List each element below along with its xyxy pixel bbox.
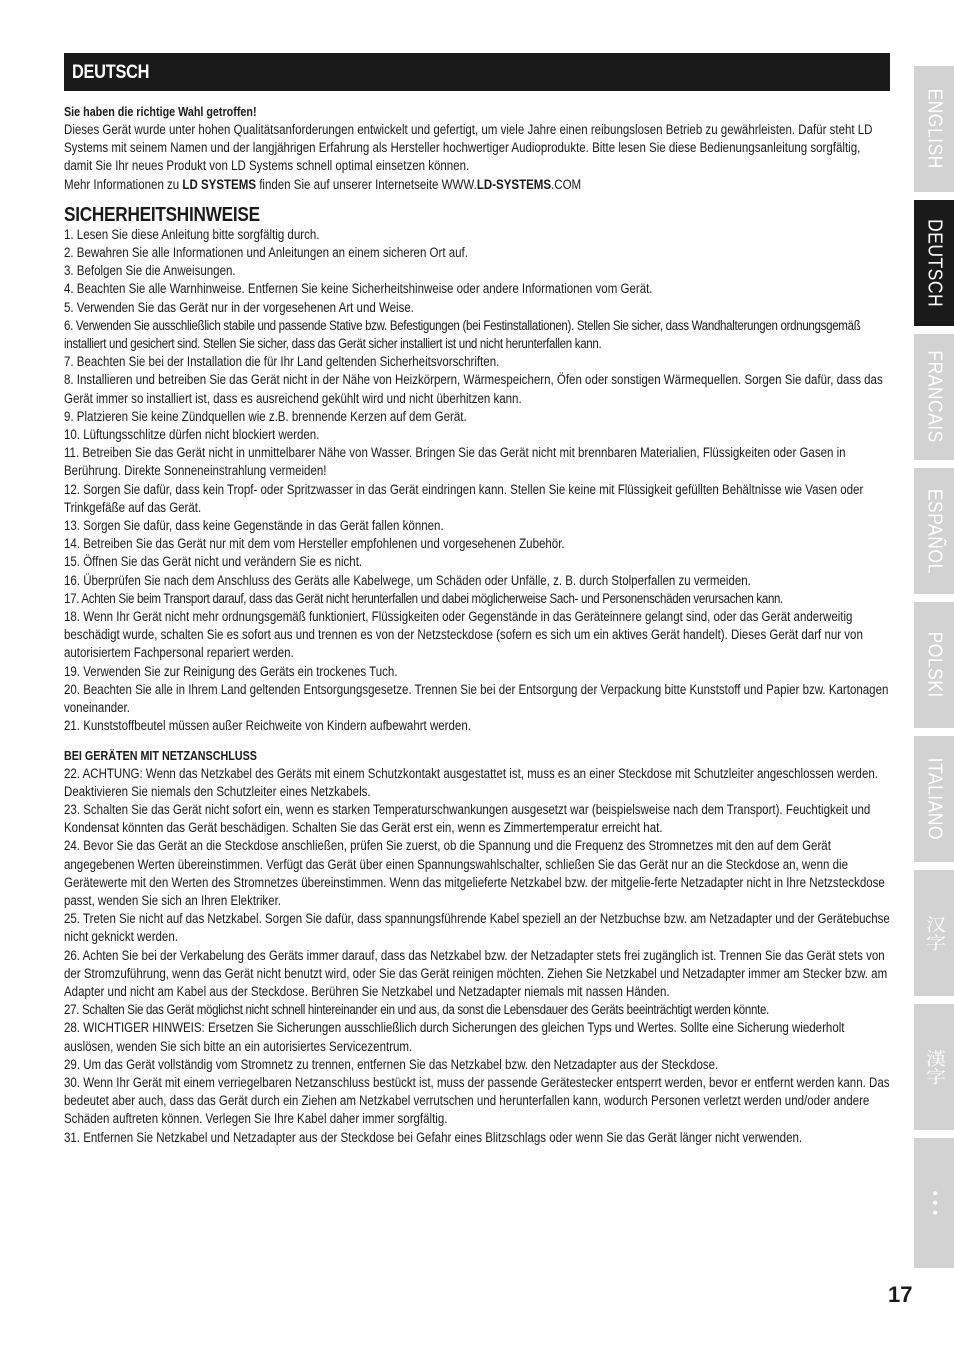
tab-english[interactable] bbox=[914, 66, 954, 192]
safety-item: 21. Kunststoffbeutel müssen außer Reichweite von Kindern aufbewahrt werden. bbox=[64, 718, 471, 734]
tab-label: POLSKI bbox=[923, 631, 946, 699]
mains-item: 31. Entfernen Sie Netzkabel und Netzadapter aus der Steckdose bei Gefahr eines Blitzschlags oder wenn Sie das Gerät länger nicht verwenden. bbox=[64, 1129, 803, 1145]
brand-name: LD SYSTEMS bbox=[182, 176, 257, 192]
safety-item: 11. Betreiben Sie das Gerät nicht in unmittelbarer Nähe von Wasser. Bringen Sie das Gerät nicht mit brennbaren Materialien, Flüssigkeiten oder Gasen in Berührung. Direkte Sonneneinstrahlung vermeiden! bbox=[64, 445, 846, 479]
intro-heading: Sie haben die richtige Wahl getroffen! bbox=[64, 105, 257, 119]
safety-item: 8. Installieren und betreiben Sie das Gerät nicht in der Nähe von Heizkörpern, Wärmespeichern, Öfen oder sonstigen Wärmequellen. Sorgen Sie dafür, dass das Gerät immer so installiert ist, dass es ausreichend gekühlt wird und nicht überhitzen kann. bbox=[64, 372, 883, 406]
tab-label: 汉字 bbox=[922, 914, 945, 952]
safety-item: 13. Sorgen Sie dafür, dass keine Gegenstände in das Gerät fallen können. bbox=[64, 518, 444, 534]
mains-item: 27. Schalten Sie das Gerät möglichst nicht schnell hintereinander ein und aus, da sonst die Lebensdauer des Geräts beeinträchtigt werden könnte. bbox=[64, 1002, 770, 1018]
safety-item: 15. Öffnen Sie das Gerät nicht und verändern Sie es nicht. bbox=[64, 554, 363, 570]
tab-francais[interactable] bbox=[914, 334, 954, 460]
website-suffix: .COM bbox=[551, 176, 582, 192]
tab-label: ESPAÑOL bbox=[923, 488, 946, 574]
tab-chinese-simplified[interactable] bbox=[914, 870, 954, 996]
tab-label: ENGLISH bbox=[923, 88, 946, 170]
safety-item: 3. Befolgen Sie die Anweisungen. bbox=[64, 263, 236, 279]
main-content bbox=[64, 104, 890, 1147]
safety-item: 1. Lesen Sie diese Anleitung bitte sorgfältig durch. bbox=[64, 226, 320, 242]
mains-item: 23. Schalten Sie das Gerät nicht sofort ein, wenn es starken Temperaturschwankungen ausgesetzt war (beispielsweise nach dem Transport). Feuchtigkeit und Kondensat könnten das Gerät beschädigen. Schalten Sie das Gerät erst ein, wenn es Zimmertemperatur erreicht hat. bbox=[64, 801, 871, 836]
safety-item: 6. Verwenden Sie ausschließlich stabile und passende Stative bzw. Befestigungen (bei Festinstallationen). Stellen Sie sicher, dass Wandhalterungen ordnungsgemäß installiert und gesichert sind. Stellen Sie sicher, dass das Gerät sicher installiert ist und nicht herunterfallen kann. bbox=[64, 317, 861, 352]
safety-item: 19. Verwenden Sie zur Reinigung des Geräts ein trockenes Tuch. bbox=[64, 663, 398, 679]
safety-item: 16. Überprüfen Sie nach dem Anschluss des Geräts alle Kabelwege, um Schäden oder Unfälle, z. B. durch Stolperfallen zu vermeiden. bbox=[64, 572, 751, 588]
tab-polski[interactable] bbox=[914, 602, 954, 728]
page-number: 17 bbox=[888, 1282, 913, 1307]
tab-label: DEUTSCH bbox=[923, 218, 946, 308]
mains-item: 26. Achten Sie bei der Verkabelung des Geräts immer darauf, dass das Netzkabel bzw. der Netzadapter stets frei zugänglich ist. Trennen Sie das Gerät stets von der Stromzuführung, wenn das Gerät nicht benutzt wird, oder Sie das Gerät reinigen möchten. Ziehen Sie Netzkabel und Netzadapter immer am Stecker bzw. am Adapter und nicht am Kabel aus der Steckdose. Berühren Sie Netzkabel und Netzadapter niemals mit nassen Händen. bbox=[64, 947, 888, 999]
tab-chinese-traditional[interactable] bbox=[914, 1004, 954, 1130]
tab-deutsch[interactable] bbox=[914, 200, 954, 326]
mains-item: 28. WICHTIGER HINWEIS: Ersetzen Sie Sicherungen ausschließlich durch Sicherungen des gleichen Typs und Wertes. Sollte eine Sicherung wiederholt auslösen, wenden Sie sich bitte an ein autorisiertes Servicezentrum. bbox=[64, 1020, 845, 1054]
safety-item: 17. Achten Sie beim Transport darauf, dass das Gerät nicht herunterfallen und dabei möglicherweise Sach- und Personenschäden verursachen kann. bbox=[64, 590, 784, 606]
tab-label: FRANCAIS bbox=[923, 350, 946, 444]
tab-more[interactable] bbox=[914, 1138, 954, 1268]
safety-item: 2. Bewahren Sie alle Informationen und Anleitungen an einem sicheren Ort auf. bbox=[64, 245, 468, 261]
mains-item: 25. Treten Sie nicht auf das Netzkabel. Sorgen Sie dafür, dass spannungsführende Kabel speziell an der Netzbuchse bzw. am Netzadapter und der Gerätebuchse nicht geknickt werden. bbox=[64, 911, 890, 945]
mains-heading: BEI GERÄTEN MIT NETZANSCHLUSS bbox=[64, 748, 257, 763]
tab-label: 漢字 bbox=[922, 1048, 945, 1086]
website-brand: LD-SYSTEMS bbox=[476, 176, 552, 192]
safety-list bbox=[64, 226, 890, 736]
safety-item: 9. Platzieren Sie keine Zündquellen wie z.B. brennende Kerzen auf dem Gerät. bbox=[64, 408, 467, 424]
safety-item: 14. Betreiben Sie das Gerät nur mit dem vom Hersteller empfohlenen und vorgesehenen Zubehör. bbox=[64, 536, 565, 552]
safety-item: 4. Beachten Sie alle Warnhinweise. Entfernen Sie keine Sicherheitshinweise oder andere Informationen vom Gerät. bbox=[64, 281, 653, 297]
section-header-bar bbox=[64, 53, 890, 91]
safety-item: 10. Lüftungsschlitze dürfen nicht blockiert werden. bbox=[64, 427, 320, 443]
mains-item: 24. Bevor Sie das Gerät an die Steckdose anschließen, prüfen Sie zuerst, ob die Spannung und die Frequenz des Stromnetzes mit den auf dem Gerät angegebenen Werten übereinstimmen. Verfügt das Gerät über einen Spannungswahlschalter, schließen Sie das Gerät nur an die Steckdose an, wenn die Gerätewerte mit den Werten des Stromnetzes übereinstimmen. Wenn das mitgelieferte Netzkabel bzw. der mitgelie-ferte Netzadapter nicht in Ihre Netzsteckdose passt, wenden Sie sich an Ihren Elektriker. bbox=[64, 838, 885, 908]
safety-item: 5. Verwenden Sie das Gerät nur in der vorgesehenen Art und Weise. bbox=[64, 299, 414, 315]
section-header-title: DEUTSCH bbox=[72, 62, 150, 83]
mains-item: 29. Um das Gerät vollständig vom Stromnetz zu trennen, entfernen Sie das Netzkabel bzw. den Netzadapter aus der Steckdose. bbox=[64, 1056, 719, 1072]
mains-list bbox=[64, 765, 890, 1147]
safety-item: 20. Beachten Sie alle in Ihrem Land geltenden Entsorgungsgesetze. Trennen Sie bei der Entsorgung der Verpackung bitte Kunststoff und Papier bzw. Kartonagen voneinander. bbox=[64, 681, 889, 716]
tab-espanol[interactable] bbox=[914, 468, 954, 594]
tab-italiano[interactable] bbox=[914, 736, 954, 862]
more-info-prefix: Mehr Informationen zu bbox=[64, 176, 183, 192]
safety-title: SICHERHEITSHINWEISE bbox=[64, 203, 260, 226]
mains-item: 22. ACHTUNG: Wenn das Netzkabel des Geräts mit einem Schutzkontakt ausgestattet ist, muss es an einer Steckdose mit Schutzleiter angeschlossen werden. Deaktivieren Sie niemals den Schutzleiter eines Netzkabels. bbox=[64, 765, 878, 799]
safety-item: 12. Sorgen Sie dafür, dass kein Tropf- oder Spritzwasser in das Gerät eindringen kann. Stellen Sie keine mit Flüssigkeit gefüllten Behältnisse wie Vasen oder Trinkgefäße auf das Gerät. bbox=[64, 481, 864, 515]
tab-label: ITALIANO bbox=[923, 757, 946, 841]
safety-item: 18. Wenn Ihr Gerät nicht mehr ordnungsgemäß funktioniert, Flüssigkeiten oder Gegenstände in das Geräteinnere gelangt sind, oder das Gerät anderweitig beschädigt wurde, schalten Sie es sofort aus und trennen es von der Netzsteckdose (sofern es sich um ein aktives Gerät handelt). Dieses Gerät darf nur von autorisiertem Fachpersonal repariert werden. bbox=[64, 609, 863, 661]
intro-more-info bbox=[64, 176, 890, 194]
more-dots-icon: • • • bbox=[926, 1190, 943, 1216]
more-info-middle: finden Sie auf unserer Internetseite WWW. bbox=[256, 176, 477, 192]
intro-paragraph: Dieses Gerät wurde unter hohen Qualitätsanforderungen entwickelt und gefertigt, um viele Jahre einen reibungslosen Betrieb zu gewährleisten. Dafür steht LD Systems mit seinem Namen und der langjährigen Erfahrung als Hersteller hochwertiger Audioprodukte. Bitte lesen Sie diese Bedienungsanleitung sorgfältig, damit Sie Ihr neues Produkt von LD Systems schnell optimal einsetzen können. bbox=[64, 122, 873, 174]
safety-item: 7. Beachten Sie bei der Installation die für Ihr Land geltenden Sicherheitsvorschriften. bbox=[64, 354, 500, 370]
mains-item: 30. Wenn Ihr Gerät mit einem verriegelbaren Netzanschluss bestückt ist, muss der passende Gerätestecker entsperrt werden, bevor er entfernt werden kann. Das bedeutet aber auch, dass das Gerät durch ein Ziehen am Netzkabel verrutschen und herunterfallen kann, wodurch Personen verletzt werden und/oder andere Schäden auftreten können. Verlegen Sie Ihre Kabel daher immer sorgfältig. bbox=[64, 1074, 890, 1127]
